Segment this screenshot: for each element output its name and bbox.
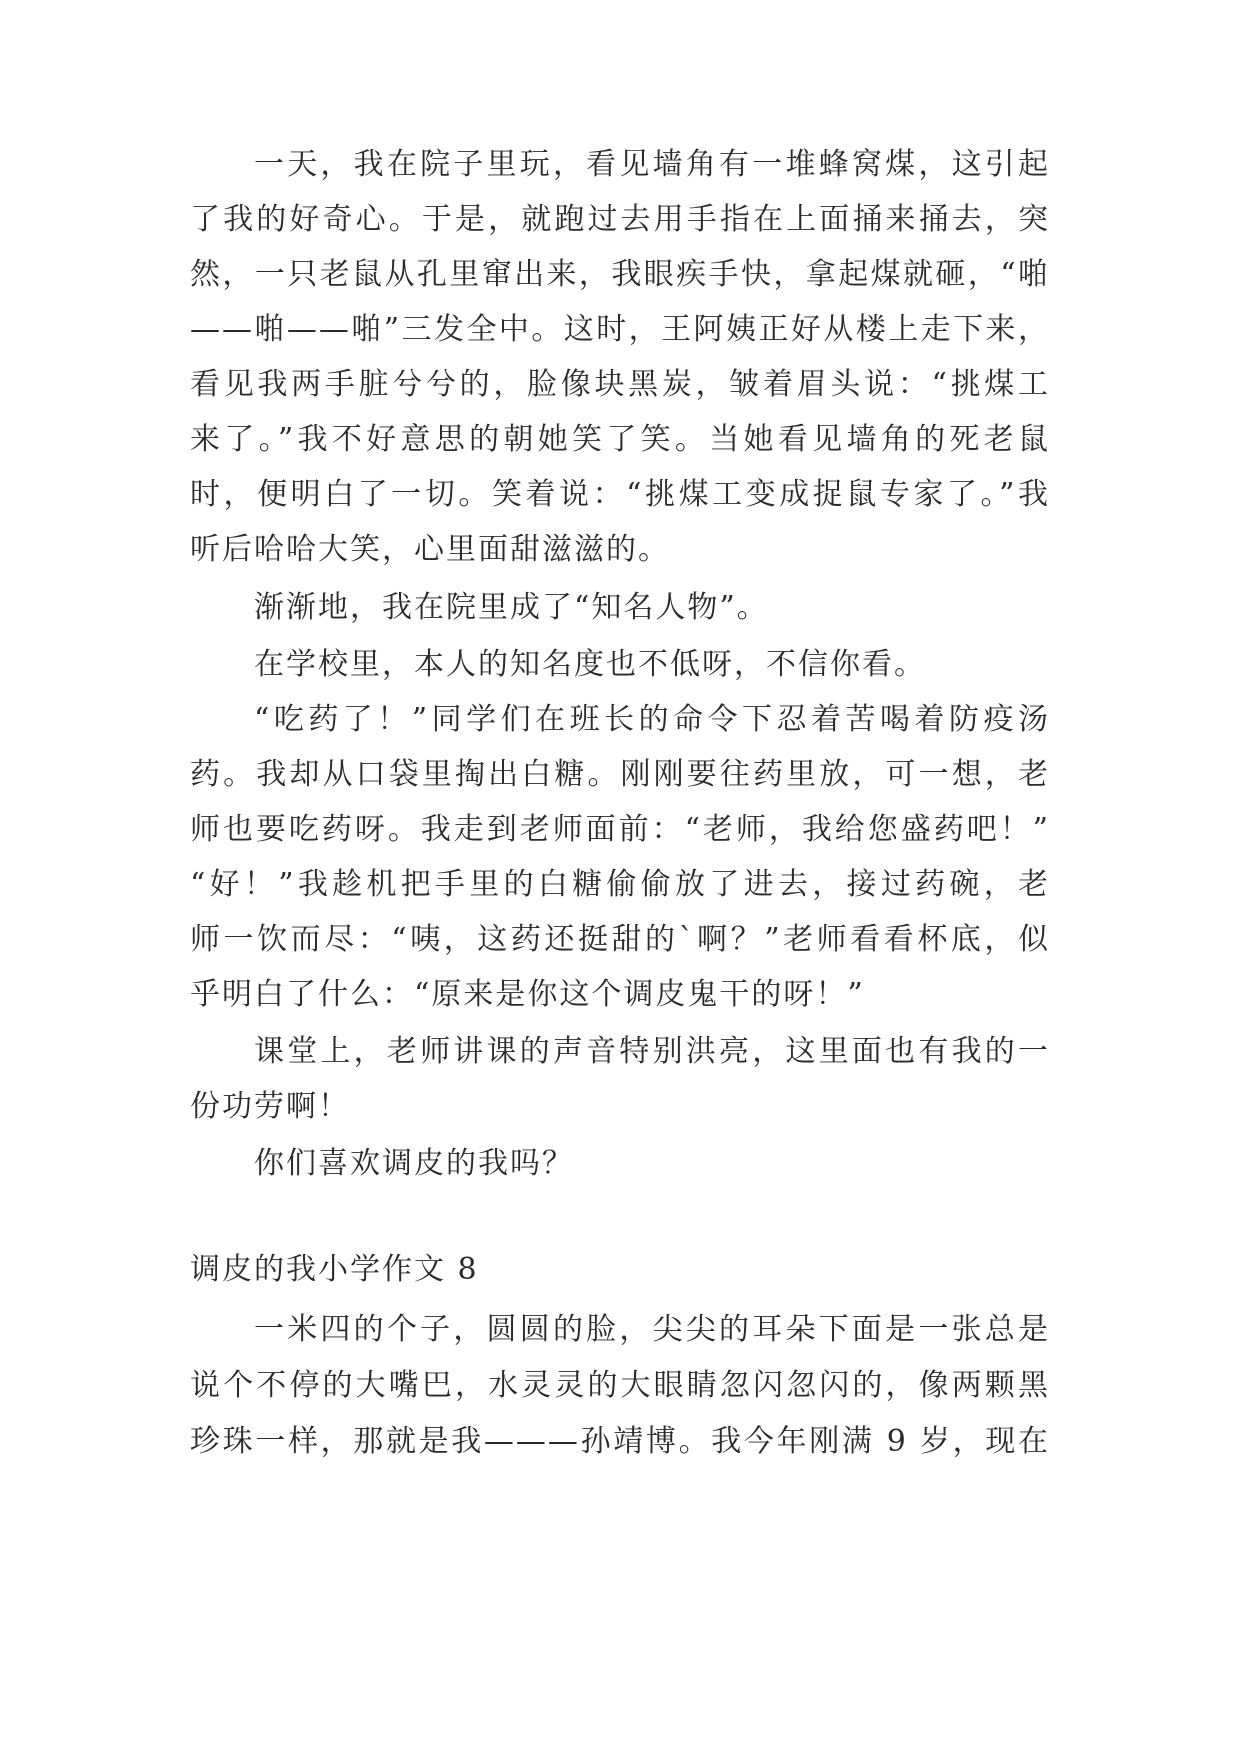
paragraph-line: 渐渐地，我在院里成了“知名人物”。 bbox=[254, 590, 769, 625]
paragraph-line: 师一饮而尽：“咦，这药还挺甜的`啊？”老师看看杯底，似 bbox=[190, 922, 1050, 957]
paragraph-line: “吃药了！”同学们在班长的命令下忍着苦喝着防疫汤 bbox=[254, 702, 1050, 737]
paragraph-line: 一米四的个子，圆圆的脸，尖尖的耳朵下面是一张总是 bbox=[254, 1312, 1050, 1347]
paragraph-line: 然，一只老鼠从孔里窜出来，我眼疾手快，拿起煤就砸，“啪 bbox=[190, 257, 1050, 292]
paragraph-line: 在学校里，本人的知名度也不低呀，不信你看。 bbox=[254, 647, 926, 682]
paragraph-line: 了我的好奇心。于是，就跑过去用手指在上面捅来捅去，突 bbox=[190, 202, 1050, 237]
paragraph-line: 听后哈哈大笑，心里面甜滋滋的。 bbox=[190, 532, 670, 567]
paragraph-line: 乎明白了什么：“原来是你这个调皮鬼干的呀！” bbox=[190, 977, 865, 1012]
paragraph-line: 说个不停的大嘴巴，水灵灵的大眼睛忽闪忽闪的，像两颗黑 bbox=[190, 1368, 1050, 1403]
paragraph-line: 一天，我在院子里玩，看见墙角有一堆蜂窝煤，这引起 bbox=[254, 147, 1050, 182]
paragraph-line: ——啪——啪”三发全中。这时，王阿姨正好从楼上走下来， bbox=[190, 312, 1050, 347]
paragraph-line: 珍珠一样，那就是我———孙靖博。我今年刚满 9 岁，现在 bbox=[190, 1424, 1050, 1459]
paragraph-line: 课堂上，老师讲课的声音特别洪亮，这里面也有我的一 bbox=[254, 1034, 1050, 1069]
paragraph-line: 你们喜欢调皮的我吗？ bbox=[254, 1146, 574, 1181]
paragraph-line: “好！”我趁机把手里的白糖偷偷放了进去，接过药碗，老 bbox=[190, 867, 1050, 902]
paragraph-line: 师也要吃药呀。我走到老师面前：“老师，我给您盛药吧！” bbox=[190, 812, 1050, 847]
paragraph-line: 药。我却从口袋里掏出白糖。刚刚要往药里放，可一想，老 bbox=[190, 757, 1050, 792]
paragraph-line: 来了。”我不好意思的朝她笑了笑。当她看见墙角的死老鼠 bbox=[190, 422, 1050, 457]
section-heading: 调皮的我小学作文 8 bbox=[190, 1252, 479, 1287]
paragraph-line: 时，便明白了一切。笑着说：“挑煤工变成捉鼠专家了。”我 bbox=[190, 477, 1050, 512]
paragraph-line: 份功劳啊！ bbox=[190, 1089, 350, 1124]
paragraph-line: 看见我两手脏兮兮的，脸像块黑炭，皱着眉头说：“挑煤工 bbox=[190, 367, 1050, 402]
